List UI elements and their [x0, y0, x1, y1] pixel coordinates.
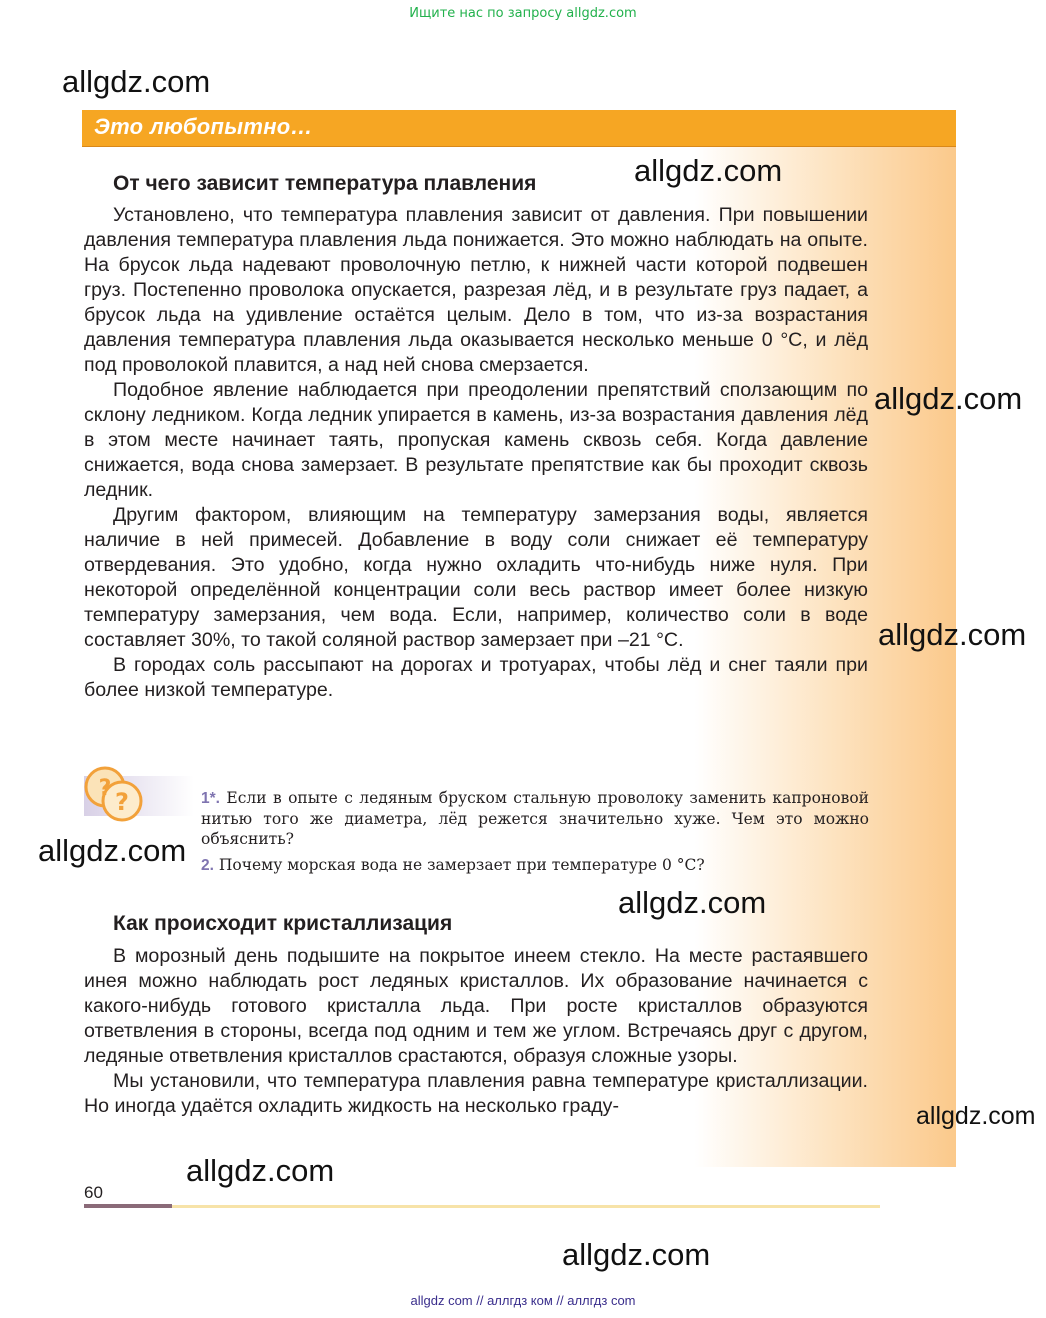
top-note: Ищите нас по запросу allgdz.com [409, 6, 637, 21]
footer-rule [172, 1205, 880, 1208]
watermark: allgdz.com [878, 617, 1027, 652]
curiosity-banner [82, 110, 956, 147]
paragraph: В морозный день подышите на покрытое инеем стекло. На месте растаявшего инея можно наблюдать рост ледяных кристаллов. Их образование начинается с какого-нибудь готового кристалла льда. При росте кристаллов образуются ответвления в стороны, всегда под одним и тем же углом. Встречаясь друг с другом, ледяные ответвления кристаллов срастаются, образуя сложные узоры. [84, 945, 868, 1067]
watermark: allgdz.com [874, 381, 1023, 416]
question-text: Если в опыте с ледяным бруском стальную проволоку заменить капроновой нитью того же диаметра, лёд режется значительно хуже. Чем это можно объяснить? [201, 789, 869, 848]
watermark: allgdz.com [916, 1102, 1036, 1130]
watermark: allgdz.com [186, 1153, 335, 1188]
question-item [201, 855, 869, 876]
footer-links: allgdz com // аллгдз ком // аллгдз com [410, 1293, 636, 1308]
question-item [201, 788, 869, 849]
section-heading-melting: От чего зависит температура плавления [113, 172, 537, 195]
question-number: 1*. [201, 790, 220, 807]
question-number: 2. [201, 857, 214, 874]
section-body-crystallization [84, 944, 868, 1119]
page-number: 60 [84, 1183, 103, 1202]
paragraph: Подобное явление наблюдается при преодолении препятствий сползающим по склону ледником. Когда ледник упирается в камень, из-за возрастания давления лёд в этом месте начинает таять, пропуская камень сквозь себя. Когда давление снижается, вода снова замерзает. В результате препятствие как бы проходит сквозь ледник. [84, 379, 868, 501]
question-marks-icon [82, 765, 144, 823]
section-body-melting [84, 203, 868, 703]
questions-list [201, 788, 869, 882]
paragraph: Мы установили, что температура плавления равна температуре кристаллизации. Но иногда удаётся охладить жидкость на несколько граду- [84, 1070, 868, 1117]
banner-title: Это любопытно… [94, 114, 313, 139]
watermark: allgdz.com [562, 1237, 711, 1272]
svg-text:?: ? [115, 788, 129, 816]
watermark: allgdz.com [634, 153, 783, 188]
paragraph: Другим фактором, влияющим на температуру замерзания воды, является наличие в ней примесей. Добавление в воду соли снижает её температуру отвердевания. Это удобно, когда нужно охладить что-нибудь ниже нуля. При некоторой определённой концентрации соли весь раствор имеет более низкую температуру замерзания, чем вода. Если, например, количество соли в воде составляет 30%, то такой соляной раствор замерзает при –21 °С. [84, 504, 868, 651]
paragraph: В городах соль рассыпают на дорогах и тротуарах, чтобы лёд и снег таяли при более низкой температуре. [84, 654, 868, 701]
paragraph: Установлено, что температура плавления зависит от давления. При повышении давления температура плавления льда понижается. Это можно наблюдать на опыте. На брусок льда надевают проволочную петлю, к нижней части которой подвешен груз. Постепенно проволока опускается, разрезая лёд, и в результате груз падает, а брусок льда на удивление остаётся целым. Дело в том, что из-за возрастания давления температура плавления льда оказывается несколько меньше 0 °С, и лёд под проволокой плавится, а над ней снова смерзается. [84, 204, 868, 376]
question-text: Почему морская вода не замерзает при температуре 0 °С? [218, 856, 705, 874]
watermark: allgdz.com [38, 833, 187, 868]
section-heading-crystallization: Как происходит кристаллизация [113, 912, 453, 935]
footer-rule-accent [84, 1204, 172, 1208]
watermark: allgdz.com [62, 64, 211, 99]
watermark: allgdz.com [618, 885, 767, 920]
svg-text:?: ? [98, 776, 112, 801]
